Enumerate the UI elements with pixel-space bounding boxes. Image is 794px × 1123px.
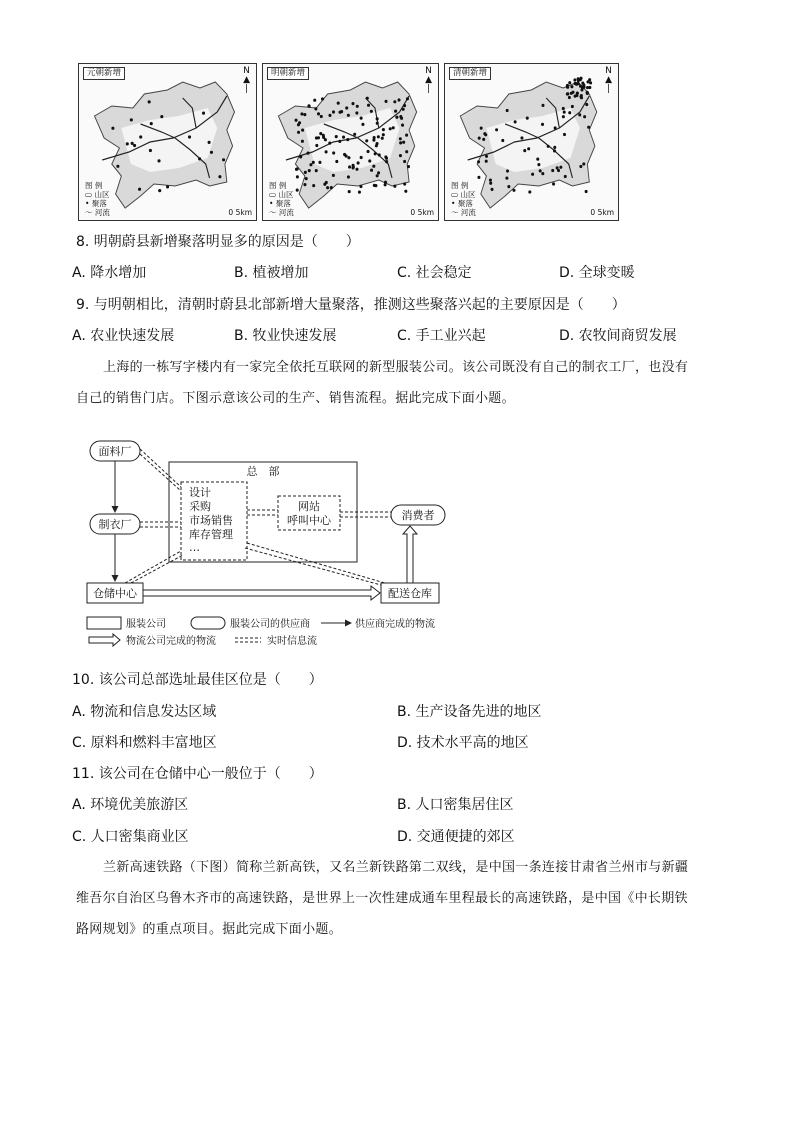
question-8-option-a[interactable]: A. 降水增加 [72,265,147,281]
settlement-dot [332,151,335,154]
settlement-dot [489,182,492,185]
legend-supplier: 服装公司的供应商 [230,619,310,630]
settlement-dot [328,142,331,145]
question-11-option-b[interactable]: B. 人口密集居住区 [397,797,514,813]
fabric-factory-label: 面料厂 [98,445,132,458]
settlement-dot [358,191,361,194]
settlement-dot [407,165,410,168]
settlement-dot [568,81,571,84]
settlement-dot [347,156,350,159]
settlement-dot [402,141,405,144]
settlement-dot [303,113,306,116]
settlement-dot [325,150,328,153]
settlement-dot [579,165,582,168]
settlement-dot [385,160,388,163]
settlement-dot [345,106,348,109]
settlement-dot [507,185,510,188]
settlement-dot [566,92,569,95]
settlement-dot [536,158,539,161]
settlement-dot [116,165,119,168]
settlement-dot [366,97,369,100]
settlement-dot [296,175,299,178]
settlement-dot [384,155,387,158]
settlement-dot [526,117,529,120]
map-yuan [78,63,257,221]
function-design: 设计 [189,486,211,499]
settlement-dot [158,189,161,192]
settlement-dot [359,185,362,188]
settlement-dot [495,128,498,131]
settlement-dot [402,108,405,111]
settlement-dot [139,135,142,138]
settlement-dot [298,121,301,124]
settlement-dot [377,171,380,174]
settlement-dot [378,153,381,156]
settlement-dot [355,168,358,171]
function-more: … [189,541,200,554]
settlement-dot [403,104,406,107]
settlement-dot [563,133,566,136]
north-arrow-icon: N ▲ | [425,66,432,94]
settlement-dot [589,81,592,84]
settlement-dot [542,104,545,107]
settlement-dot [568,111,571,114]
settlement-dot [523,149,526,152]
settlement-dot [340,110,343,113]
passage-2-line-3: 路网规划》的重点项目。据此完成下面小题。 [76,922,343,937]
settlement-dot [377,135,380,138]
settlement-dot [578,113,581,116]
settlement-dot [571,105,574,108]
settlement-dot [501,139,504,142]
map-title: 元朝新增 [83,67,125,80]
settlement-dot [166,185,169,188]
passage-1-line-1: 上海的一栋写字楼内有一家完全依托互联网的新型服装公司。该公司既没有自己的制衣工厂，也没有 [103,360,689,375]
settlement-dot [303,183,306,186]
settlement-dot [312,161,315,164]
settlement-dot [374,152,377,155]
settlement-dot [295,168,298,171]
settlement-dot [406,97,409,100]
map-title: 清朝新增 [449,67,491,80]
settlement-dot [385,100,388,103]
settlement-dot [520,136,523,139]
settlement-dot [308,105,311,108]
question-10-option-b[interactable]: B. 生产设备先进的地区 [397,704,542,720]
settlement-dot [202,112,205,115]
settlement-dot [150,122,153,125]
settlement-dot [392,126,395,129]
settlement-dot [477,176,480,179]
settlement-dot [360,156,363,159]
settlement-dot [296,189,299,192]
settlement-dot [332,174,335,177]
settlement-dot [335,135,338,138]
logistics-arrow-dispatch-consumer [403,526,417,583]
settlement-dot [557,169,560,172]
settlement-dot [315,136,318,139]
settlement-dot [480,127,483,130]
settlement-dot [381,137,384,140]
settlement-dot [577,79,580,82]
settlement-dot [338,140,341,143]
question-9-option-b[interactable]: B. 牧业快速发展 [234,328,337,344]
settlement-dot [393,185,396,188]
settlement-dot [485,160,488,163]
settlement-dot [352,165,355,168]
question-10-option-d[interactable]: D. 技术水平高的地区 [397,735,529,751]
settlement-dot [321,97,324,100]
settlement-dot [335,160,338,163]
settlement-dot [300,112,303,115]
settlement-dot [485,155,488,158]
settlement-dot [218,175,221,178]
question-11-option-d[interactable]: D. 交通便捷的郊区 [397,829,515,845]
settlement-dot [551,169,554,172]
question-8-stem: 8. 明朝蔚县新增聚落明显多的原因是（ ） [76,234,360,250]
function-marketing: 市场销售 [189,514,233,527]
map-legend: 图 例 ▭ 山区 • 聚落 〜 河流 [451,181,476,217]
settlement-dot [403,182,406,185]
settlement-dot [566,86,569,89]
settlement-dot [306,152,309,155]
settlement-dot [585,190,588,193]
settlement-dot [353,133,356,136]
settlement-dot [552,182,555,185]
map-scale: 0 5km [228,208,252,217]
settlement-dot [356,105,359,108]
settlement-dot [583,115,586,118]
question-11-option-a[interactable]: A. 环境优美旅游区 [72,797,189,813]
question-9-option-d[interactable]: D. 农牧间商贸发展 [559,328,677,344]
settlement-dot [399,137,402,140]
settlement-dot [357,161,360,164]
settlement-dot [587,126,590,129]
settlement-dot [301,140,304,143]
garment-factory-label: 制衣厂 [98,518,132,531]
settlement-dot [208,141,211,144]
function-purchase: 采购 [189,500,211,513]
settlement-dot [541,172,544,175]
settlement-dot [573,78,576,81]
settlement-dot [368,159,371,162]
settlement-dot [313,99,316,102]
settlement-dot [367,104,370,107]
settlement-dot [138,188,141,191]
settlement-dot [337,102,340,105]
question-8-option-b[interactable]: B. 植被增加 [234,265,309,281]
settlement-dot [373,136,376,139]
settlement-dot [401,124,404,127]
settlement-dot [394,110,397,113]
settlement-dot [308,169,311,172]
question-9-stem: 9. 与明朝相比，清朝时蔚县北部新增大量聚落，推测这些聚落兴起的主要原因是（ ） [76,297,626,313]
settlement-dot [126,142,129,145]
settlement-dot [585,103,588,106]
settlement-dot [382,128,385,131]
settlement-dot [482,138,485,141]
legend-supplier-flow: 供应商完成的物流 [355,619,435,630]
settlement-dot [531,173,534,176]
settlement-dot [393,100,396,103]
settlement-dot [404,190,407,193]
map-scale: 0 5km [590,208,614,217]
settlement-dot [389,127,392,130]
settlement-dot [554,126,557,129]
web-site-label: 网站 [298,500,320,513]
settlement-dot [330,186,333,189]
settlement-dot [405,134,408,137]
settlement-dot [318,161,321,164]
north-arrow-icon: N ▲ | [605,66,612,94]
settlement-dot [489,179,492,182]
map-scale: 0 5km [410,208,434,217]
settlement-dot [297,131,300,134]
settlement-dot [375,144,378,147]
settlement-dot [514,120,517,123]
settlement-dot [365,139,368,142]
consumer-label: 消费者 [401,509,435,522]
settlement-dot [568,96,571,99]
settlement-dot [376,117,379,120]
supply-chain-diagram [85,433,470,655]
passage-1-line-2: 自己的销售门店。下图示意该公司的生产、销售流程。据此完成下面小题。 [76,391,515,406]
settlement-dot [528,190,531,193]
legend-logistics-flow: 物流公司完成的物流 [126,636,216,647]
settlement-dot [562,107,565,110]
settlement-dot [322,136,325,139]
question-9-option-a[interactable]: A. 农业快速发展 [72,328,175,344]
settlement-dot [295,119,298,122]
settlement-dot [360,117,363,120]
settlement-dot [547,145,550,148]
settlement-dot [351,102,354,105]
settlement-dot [579,95,582,98]
settlement-dot [301,129,304,132]
settlement-dot [400,117,403,120]
settlement-dot [553,149,556,152]
settlement-dot [361,123,364,126]
settlement-dot [491,188,494,191]
settlement-dot [343,153,346,156]
settlement-dot [320,115,323,118]
settlement-dot [131,142,134,145]
question-10-option-c[interactable]: C. 原料和燃料丰富地区 [72,735,217,751]
settlement-dot [325,181,328,184]
function-inventory: 库存管理 [189,528,233,541]
settlement-dot [564,175,567,178]
passage-2-line-2: 维吾尔自治区乌鲁木齐市的高速铁路，是世界上一次性建成通车里程最长的高速铁路，是中国《中长期铁 [76,891,688,906]
settlement-dot [586,86,589,89]
settlement-dot [315,169,318,172]
question-10-option-a[interactable]: A. 物流和信息发达区域 [72,704,217,720]
call-center-label: 呼叫中心 [287,514,331,527]
settlement-dot [317,112,320,115]
map-legend: 图 例 ▭ 山区 • 聚落 〜 河流 [269,181,294,217]
settlement-dot [563,111,566,114]
settlement-dot [348,190,351,193]
settlement-dot [222,158,225,161]
settlement-dot [539,169,542,172]
question-8-option-c[interactable]: C. 社会稳定 [397,265,472,281]
dispatch-warehouse-label: 配送仓库 [388,587,432,600]
settlement-dot [342,136,345,139]
map-ming [262,63,439,221]
settlement-dot [346,138,349,141]
question-9-option-c[interactable]: C. 手工业兴起 [397,328,486,344]
settlement-dot [148,100,151,103]
settlement-dot [588,78,591,81]
settlement-dot [574,82,577,85]
settlement-dot [577,82,580,85]
settlement-dot [198,157,201,160]
question-8-option-d[interactable]: D. 全球变暖 [559,265,635,281]
settlement-dot [355,111,358,114]
settlement-dot [376,174,379,177]
legend-company: 服装公司 [126,619,166,630]
settlement-dot [478,137,481,140]
settlement-dot [315,144,318,147]
settlement-dot [367,150,370,153]
settlement-dot [384,183,387,186]
storage-center-label: 仓储中心 [93,587,137,600]
settlement-dot [314,107,317,110]
settlement-dot [586,91,589,94]
settlement-dot [477,160,480,163]
map-title: 明朝新增 [267,67,309,80]
settlement-dot [210,151,213,154]
settlement-dot [373,184,376,187]
settlement-dot [309,163,312,166]
logistics-arrow-storage-dispatch [143,586,380,600]
settlement-dot [506,109,509,112]
settlement-dot [158,159,161,162]
settlement-dot [347,175,350,178]
settlement-dot [527,147,530,150]
hq-label: 总 部 [246,465,280,478]
settlement-dot [130,118,133,121]
settlement-dot [370,169,373,172]
settlement-dot [582,162,585,165]
question-11-option-c[interactable]: C. 人口密集商业区 [72,829,189,845]
settlement-dot [347,114,350,117]
settlement-dot [372,165,375,168]
north-arrow-icon: N ▲ | [243,66,250,94]
passage-2-line-1: 兰新高速铁路（下图）简称兰新高铁，又名兰新铁路第二双线，是中国一条连接甘肃省兰州市与新疆 [103,860,689,875]
settlement-dot [376,122,379,125]
settlement-dot [395,116,398,119]
settlement-dot [312,184,315,187]
settlement-dot [484,133,487,136]
map-qing [444,63,619,221]
question-10-stem: 10. 该公司总部选址最佳区位是（ ） [72,672,323,688]
settlement-dot [348,165,351,168]
settlement-dot [513,189,516,192]
settlement-dot [305,177,308,180]
settlement-dot [559,166,562,169]
settlement-dot [562,115,565,118]
settlement-dot [553,146,556,149]
settlement-dot [133,144,136,147]
settlement-dot [328,114,331,117]
settlement-dot [326,186,329,189]
question-11-stem: 11. 该公司在仓储中心一般位于（ ） [72,766,323,782]
settlement-dot [160,115,163,118]
settlement-dot [505,177,508,180]
settlement-dot [398,98,401,101]
settlement-dot [570,85,573,88]
settlement-dot [149,149,152,152]
settlement-dot [370,110,373,113]
settlement-dot [541,123,544,126]
settlement-dot [403,160,406,163]
settlement-dot [405,150,408,153]
settlement-dot [572,91,575,94]
legend-info-flow: 实时信息流 [267,636,317,647]
settlement-dot [399,154,402,157]
settlement-dot [399,141,402,144]
settlement-dot [382,133,385,136]
settlement-dot [304,171,307,174]
settlement-dot [111,127,114,130]
settlement-dot [188,135,191,138]
map-legend: 图 例 ▭ 山区 • 聚落 〜 河流 [85,181,110,217]
settlement-dot [583,86,586,89]
settlement-dot [537,163,540,166]
settlement-dot [506,169,509,172]
settlement-dot [299,155,302,158]
settlement-dot [319,132,322,135]
settlement-dot [332,110,335,113]
settlement-dot [575,94,578,97]
